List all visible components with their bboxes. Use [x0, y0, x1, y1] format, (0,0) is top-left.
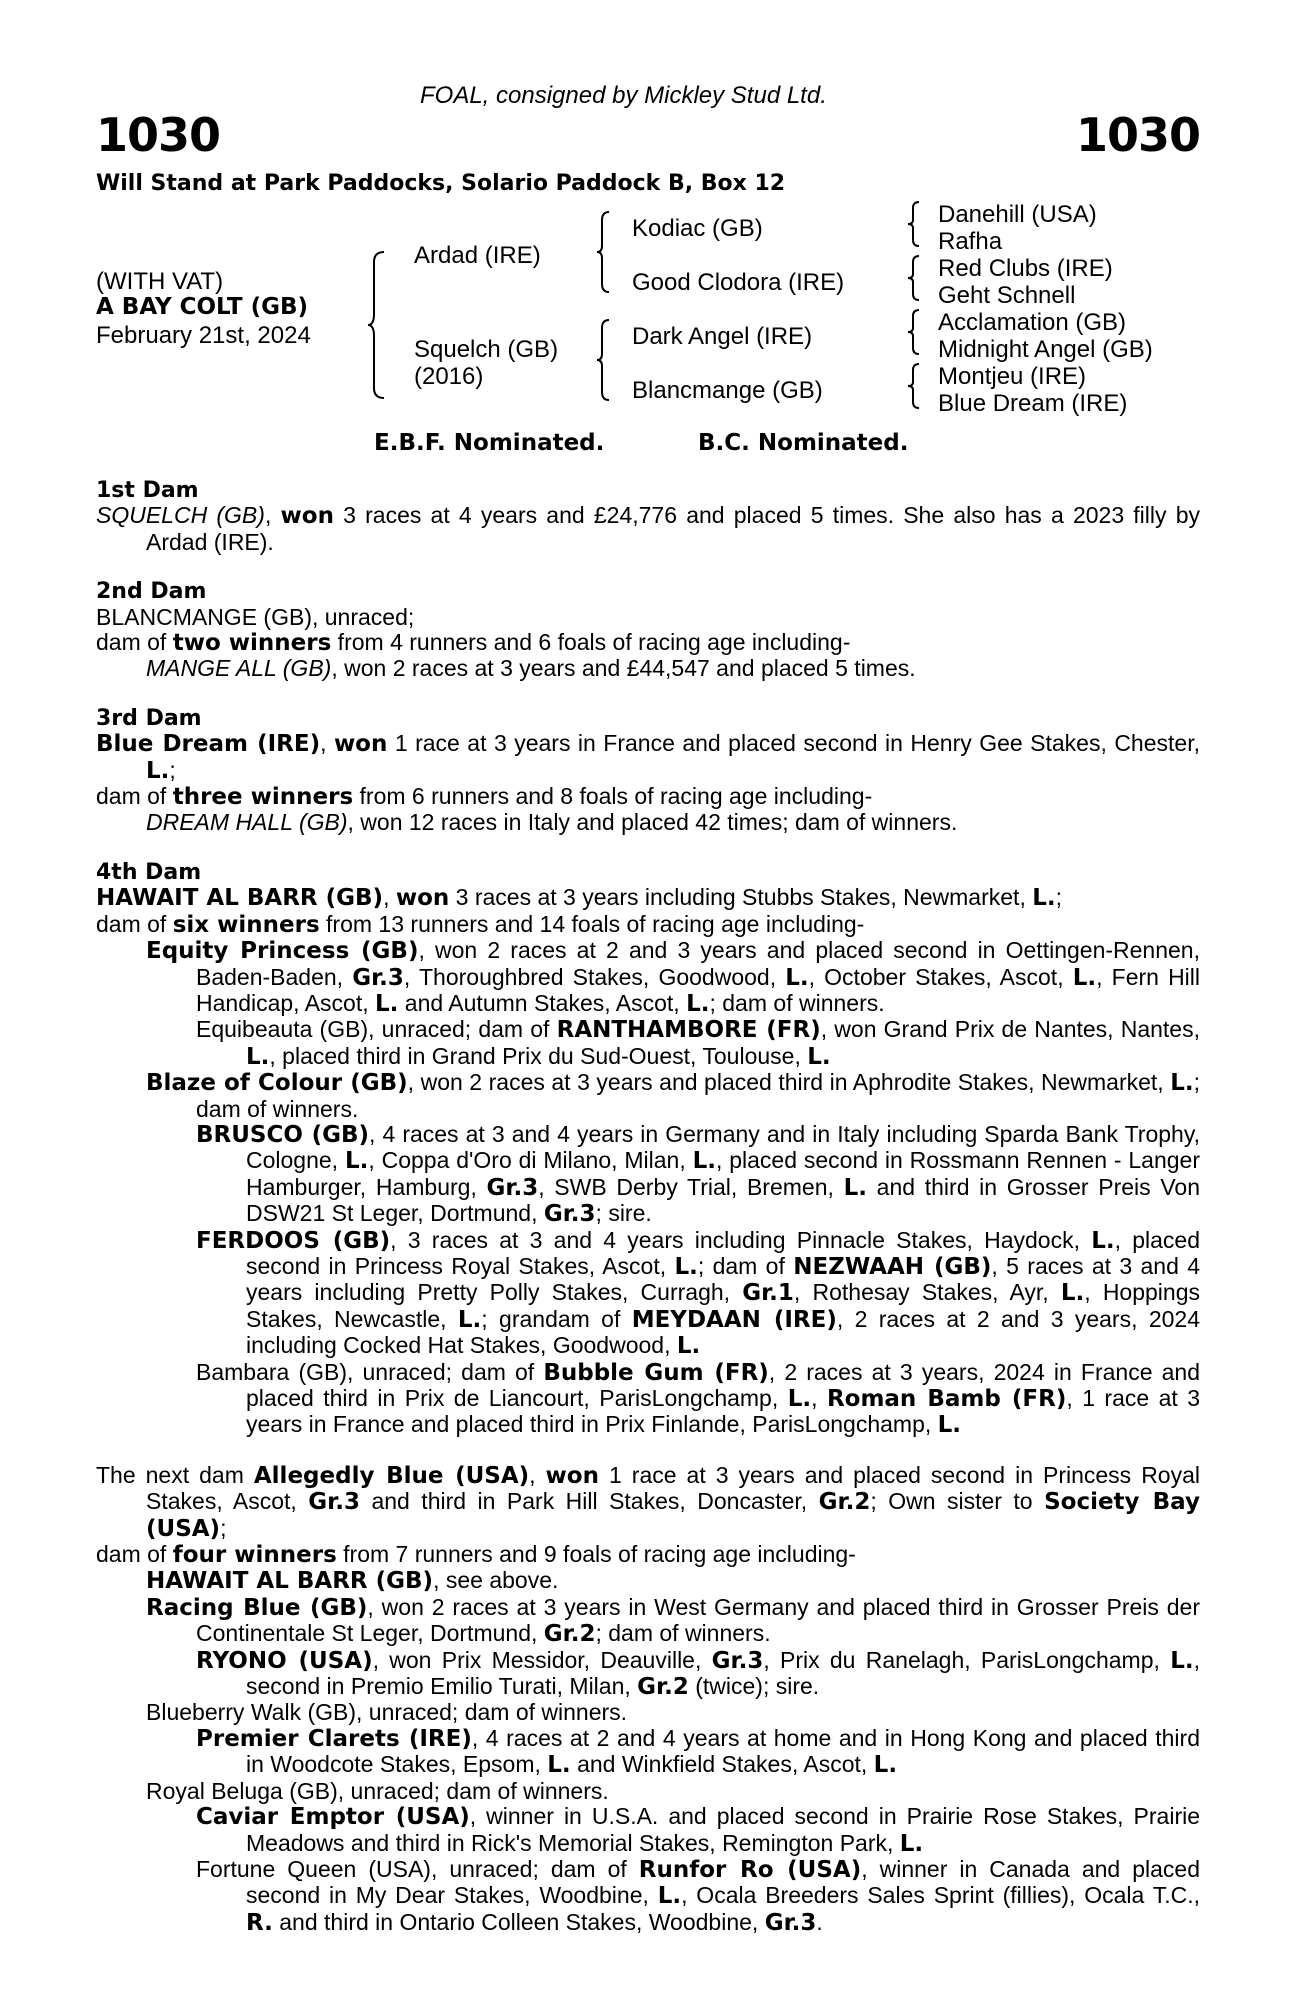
text-run: , won Prix Messidor, Deauville,: [372, 1646, 712, 1673]
pedigree-brace-main: [366, 250, 388, 400]
consignor-line: FOAL, consigned by Mickley Stud Ltd.: [420, 82, 827, 109]
pedigree-entry: [146, 938, 1200, 1017]
pedigree-entry: [96, 503, 1200, 555]
text-run: , Rothesay Stakes, Ayr,: [793, 1279, 1061, 1306]
bold-run: Bubble Gum (FR): [543, 1359, 769, 1386]
text-run: , Prix du Ranelagh, ParisLongchamp,: [763, 1646, 1171, 1673]
bold-run: L.: [457, 1306, 482, 1333]
text-run: , 4 races at 2 and 4 years at home and in Hong Kong and placed third in Woodcote Stakes, Epsom,: [246, 1724, 1200, 1778]
text-run: Fortune Queen (USA), unraced; dam of: [196, 1855, 639, 1882]
text-run: ; dam of winners.: [196, 1069, 1200, 1122]
bold-run: six winners: [172, 911, 320, 938]
text-run: , Fern Hill Handicap, Ascot,: [196, 963, 1201, 1016]
text-run: , Coppa d'Oro di Milano, Milan,: [368, 1147, 693, 1174]
text-run: , Ocala Breeders Sales Sprint (fillies), Ocala T.C.,: [681, 1882, 1200, 1909]
pedigree-g1a: Danehill (USA): [938, 201, 1097, 228]
text-run: ; dam of winners.: [709, 989, 885, 1016]
text-run: 3 races at 3 years including Stubbs Stakes, Newmarket,: [449, 884, 1033, 911]
bold-run: Roman Bamb (FR): [826, 1386, 1067, 1412]
bold-run: L.: [375, 990, 399, 1017]
pedigree-entry: [196, 1360, 1200, 1439]
text-run: ; Own sister to: [870, 1488, 1045, 1515]
text-run: , see above.: [433, 1567, 559, 1594]
bold-run: HAWAIT AL BARR (GB): [146, 1568, 434, 1595]
pedigree-g1b: Rafha: [938, 228, 1003, 255]
text-run: , won Grand Prix de Nantes, Nantes,: [820, 1016, 1200, 1043]
text-run: , Hoppings Stakes, Newcastle,: [246, 1279, 1200, 1332]
text-run: dam of: [96, 1541, 173, 1568]
bold-run: RYONO (USA): [196, 1647, 373, 1674]
pedigree-entry: [196, 1017, 1200, 1070]
text-run: ,: [383, 884, 396, 911]
pedigree-entry: [196, 1804, 1200, 1857]
text-run: ;: [220, 1514, 227, 1541]
pedigree-section: [96, 1463, 1200, 1936]
bold-run: L.: [1032, 885, 1056, 912]
text-run: and third in Grosser Preis Von DSW21 St Leger, Dortmund,: [246, 1173, 1200, 1227]
pedigree-dam-dam: Blancmange (GB): [632, 377, 823, 404]
text-run: , 2 races at 2 and 3 years, 2024 including Cocked Hat Stakes, Goodwood,: [246, 1305, 1200, 1359]
pedigree-entry: [96, 605, 1200, 630]
text-run: Equibeauta (GB), unraced; dam of: [196, 1016, 557, 1043]
pedigree-entry: [146, 1700, 1200, 1725]
bold-run: L.: [146, 757, 170, 784]
pedigree-dam-year: (2016): [414, 363, 484, 390]
text-run: , won 2 races at 3 years in West Germany and placed third in Grosser Preis der Continentale St Leger, Dortmund,: [196, 1593, 1201, 1647]
pedigree-entry: [146, 656, 1200, 681]
pedigree-section: [96, 579, 1200, 682]
bold-run: L.: [807, 1043, 831, 1070]
bold-run: L.: [937, 1412, 962, 1439]
bold-run: L.: [547, 1752, 571, 1779]
bold-run: L.: [1170, 1070, 1194, 1097]
text-run: , placed second in Princess Royal Stakes, Ascot,: [246, 1226, 1200, 1279]
text-run: and Winkfield Stakes, Ascot,: [570, 1751, 874, 1778]
bold-run: Runfor Ro (USA): [638, 1856, 862, 1883]
pedigree-entry: [96, 630, 1200, 656]
text-run: , SWB Derby Trial, Bremen,: [538, 1173, 844, 1200]
text-run: ,: [811, 1385, 827, 1411]
pedigree-entry: [196, 1122, 1200, 1228]
bold-run: L.: [686, 990, 710, 1017]
text-run: dam of: [96, 783, 173, 810]
pedigree-section: [96, 860, 1200, 1439]
italic-run: DREAM HALL (GB): [146, 809, 348, 836]
pedigree-sire-dam: Good Clodora (IRE): [632, 269, 845, 296]
bold-run: won: [395, 885, 450, 912]
italic-run: SQUELCH (GB): [96, 502, 265, 529]
text-run: ; dam of: [697, 1252, 794, 1279]
bold-run: Society Bay (USA): [146, 1489, 1200, 1542]
text-run: from 7 runners and 9 foals of racing age including-: [336, 1541, 856, 1568]
text-run: dam of: [96, 910, 173, 937]
section-heading: 3rd Dam: [96, 705, 202, 731]
text-run: ; dam of winners.: [595, 1620, 771, 1647]
text-run: ,: [264, 502, 281, 529]
text-run: , 4 races at 3 and 4 years in Germany and in Italy including Sparda Bank Trophy, Cologne,: [246, 1120, 1200, 1174]
bold-run: L.: [1091, 1227, 1115, 1254]
text-run: .: [816, 1908, 823, 1935]
bold-run: L.: [1060, 1280, 1085, 1307]
pedigree-entry: [146, 1070, 1200, 1122]
bold-run: Gr.2: [637, 1674, 689, 1701]
text-run: , 3 races at 3 and 4 years including Pinnacle Stakes, Haydock,: [390, 1226, 1092, 1253]
text-run: , 1 race at 3 years in France and placed third in Prix Finlande, ParisLongchamp,: [246, 1385, 1201, 1438]
pedigree-entry: [96, 885, 1200, 911]
pedigree-entry: [96, 784, 1200, 810]
bold-run: L.: [787, 1386, 812, 1412]
bold-run: won: [545, 1462, 599, 1489]
horse-name: A BAY COLT (GB): [96, 294, 309, 320]
lot-number-right: 1030: [1075, 108, 1200, 162]
bold-run: Blue Dream (IRE): [96, 731, 321, 758]
pedigree-g4a: Montjeu (IRE): [938, 363, 1087, 390]
section-heading: 4th Dam: [96, 859, 202, 885]
bold-run: L.: [1170, 1647, 1194, 1674]
bold-run: HAWAIT AL BARR (GB): [96, 885, 384, 912]
text-run: Blueberry Walk (GB), unraced; dam of winners.: [146, 1699, 628, 1726]
text-run: , 2 races at 3 years, 2024 in France and placed third in Prix de Liancourt, ParisLongchamp,: [246, 1358, 1200, 1411]
vat-label: (WITH VAT): [96, 268, 224, 295]
pedigree-entry: [146, 1595, 1200, 1648]
bold-run: L.: [899, 1830, 924, 1857]
text-run: BLANCMANGE (GB), unraced;: [96, 603, 415, 630]
bold-run: L.: [873, 1752, 898, 1779]
text-run: 3 races at 4 years and £24,776 and placed 5 times. She also has a 2023 filly by Ardad (IRE).: [146, 502, 1200, 555]
bold-run: L.: [674, 1253, 698, 1280]
bold-run: Gr.2: [818, 1489, 871, 1516]
text-run: , winner in U.S.A. and placed second in Prairie Rose Stakes, Prairie Meadows and third in Rick's Memorial Stakes, Remington Park,: [246, 1803, 1201, 1856]
text-run: , placed third in Grand Prix du Sud-Ouest, Toulouse,: [269, 1042, 808, 1069]
text-run: dam of: [96, 629, 173, 656]
bc-nomination: B.C. Nominated.: [698, 430, 909, 456]
bold-run: Gr.3: [764, 1909, 817, 1936]
bold-run: NEZWAAH (GB): [793, 1253, 992, 1280]
text-run: , October Stakes, Ascot,: [808, 963, 1073, 990]
pedigree-section: [96, 706, 1200, 836]
text-run: ,: [320, 730, 334, 757]
bold-run: four winners: [172, 1542, 337, 1569]
pedigree-g3b: Midnight Angel (GB): [938, 336, 1153, 363]
section-heading: 1st Dam: [96, 478, 199, 503]
bold-run: FERDOOS (GB): [196, 1227, 391, 1254]
pedigree-entry: [146, 810, 1200, 835]
text-run: ; grandam of: [481, 1305, 632, 1332]
bold-run: Racing Blue (GB): [146, 1594, 368, 1621]
pedigree-brace-g4: [906, 362, 922, 410]
text-run: from 6 runners and 8 foals of racing age including-: [353, 783, 873, 810]
bold-run: Gr.3: [543, 1201, 596, 1228]
text-run: from 4 runners and 6 foals of racing age including-: [331, 629, 851, 656]
text-run: and third in Park Hill Stakes, Doncaster,: [359, 1488, 819, 1515]
bold-run: L.: [246, 1043, 270, 1070]
bold-run: L.: [676, 1333, 701, 1360]
ebf-nomination: E.B.F. Nominated.: [374, 430, 605, 456]
pedigree-g3a: Acclamation (GB): [938, 309, 1127, 336]
text-run: , placed second in Rossmann Rennen - Langer Hamburger, Hamburg,: [246, 1147, 1200, 1200]
bold-run: Allegedly Blue (USA): [253, 1462, 530, 1489]
pedigree-sire-sire: Kodiac (GB): [632, 215, 763, 242]
text-run: Bambara (GB), unraced; dam of: [196, 1358, 544, 1385]
text-run: 1 race at 3 years and placed second in Princess Royal Stakes, Ascot,: [146, 1461, 1200, 1515]
bold-run: Gr.1: [742, 1280, 794, 1307]
pedigree-brace-g2: [906, 254, 922, 302]
bold-run: Gr.3: [711, 1647, 764, 1674]
pedigree-dam: Squelch (GB): [414, 336, 559, 363]
pedigree-entry: [96, 1542, 1200, 1568]
lot-number-left: 1030: [96, 108, 221, 162]
pedigree-entry: [146, 1779, 1200, 1804]
bold-run: L.: [785, 964, 809, 991]
bold-run: L.: [344, 1148, 369, 1175]
bold-run: BRUSCO (GB): [196, 1121, 370, 1148]
text-run: ,: [529, 1461, 546, 1488]
text-run: , won 12 races in Italy and placed 42 times; dam of winners.: [347, 809, 958, 836]
bold-run: Gr.3: [352, 964, 404, 991]
bold-run: Gr.3: [486, 1174, 539, 1201]
text-run: 1 race at 3 years in France and placed second in Henry Gee Stakes, Chester,: [387, 730, 1200, 757]
pedigree-g2b: Geht Schnell: [938, 282, 1076, 309]
pedigree-g4b: Blue Dream (IRE): [938, 390, 1128, 417]
bold-run: Caviar Emptor (USA): [196, 1804, 470, 1831]
text-run: The next dam: [96, 1461, 254, 1488]
catalogue-body: [96, 478, 1200, 1960]
pedigree-entry: [96, 731, 1200, 784]
bold-run: Gr.3: [308, 1489, 360, 1516]
bold-run: R.: [246, 1909, 273, 1936]
pedigree-sire: Ardad (IRE): [414, 242, 541, 269]
bold-run: won: [333, 731, 388, 758]
bold-run: Blaze of Colour (GB): [146, 1070, 408, 1097]
foaling-date: February 21st, 2024: [96, 322, 311, 349]
bold-run: L.: [657, 1883, 682, 1910]
pedigree-entry: [96, 1463, 1200, 1542]
text-run: and Autumn Stakes, Ascot,: [398, 989, 687, 1016]
bold-run: three winners: [172, 784, 354, 811]
bold-run: Premier Clarets (IRE): [196, 1725, 472, 1752]
bold-run: RANTHAMBORE (FR): [556, 1017, 821, 1044]
text-run: and third in Ontario Colleen Stakes, Woodbine,: [272, 1908, 765, 1935]
pedigree-g2a: Red Clubs (IRE): [938, 255, 1113, 282]
pedigree-brace-dam: [596, 318, 612, 402]
section-heading: 2nd Dam: [96, 579, 207, 605]
text-run: , winner in Canada and placed second in My Dear Stakes, Woodbine,: [246, 1855, 1201, 1909]
bold-run: L.: [1072, 964, 1097, 991]
pedigree-brace-g1: [906, 200, 922, 248]
italic-run: MANGE ALL (GB): [146, 655, 332, 682]
pedigree-entry: [196, 1648, 1200, 1701]
pedigree-entry: [196, 1726, 1200, 1779]
bold-run: Gr.2: [543, 1621, 596, 1648]
text-run: ; sire.: [595, 1200, 652, 1227]
bold-run: won: [280, 503, 334, 530]
pedigree-entry: [96, 912, 1200, 938]
text-run: from 13 runners and 14 foals of racing age including-: [319, 910, 865, 937]
bold-run: MEYDAAN (IRE): [631, 1306, 837, 1333]
pedigree-entry: [146, 1568, 1200, 1594]
text-run: , second in Premio Emilio Turati, Milan,: [246, 1646, 1200, 1700]
bold-run: two winners: [172, 630, 332, 657]
bold-run: L.: [692, 1148, 716, 1175]
text-run: , won 2 races at 3 years and £44,547 and placed 5 times.: [331, 655, 916, 682]
stabling-location: Will Stand at Park Paddocks, Solario Paddock B, Box 12: [96, 171, 786, 196]
text-run: (twice); sire.: [688, 1673, 820, 1700]
pedigree-entry: [196, 1228, 1200, 1360]
bold-run: L.: [843, 1174, 867, 1201]
text-run: , Thoroughbred Stakes, Goodwood,: [403, 963, 786, 990]
pedigree-section: [96, 478, 1200, 555]
bold-run: Equity Princess (GB): [146, 938, 419, 965]
text-run: ;: [1055, 884, 1063, 911]
text-run: , 5 races at 3 and 4 years including Pretty Polly Stakes, Curragh,: [246, 1252, 1201, 1306]
pedigree-brace-sire: [596, 210, 612, 294]
text-run: ;: [169, 756, 176, 783]
text-run: , won 2 races at 3 years and placed third in Aphrodite Stakes, Newmarket,: [407, 1069, 1171, 1096]
text-run: Royal Beluga (GB), unraced; dam of winners.: [146, 1777, 609, 1804]
pedigree-entry: [196, 1857, 1200, 1936]
pedigree-brace-g3: [906, 308, 922, 356]
text-run: , won 2 races at 2 and 3 years and placed second in Oettingen-Rennen, Baden-Baden,: [196, 937, 1200, 990]
pedigree-dam-sire: Dark Angel (IRE): [632, 323, 813, 350]
